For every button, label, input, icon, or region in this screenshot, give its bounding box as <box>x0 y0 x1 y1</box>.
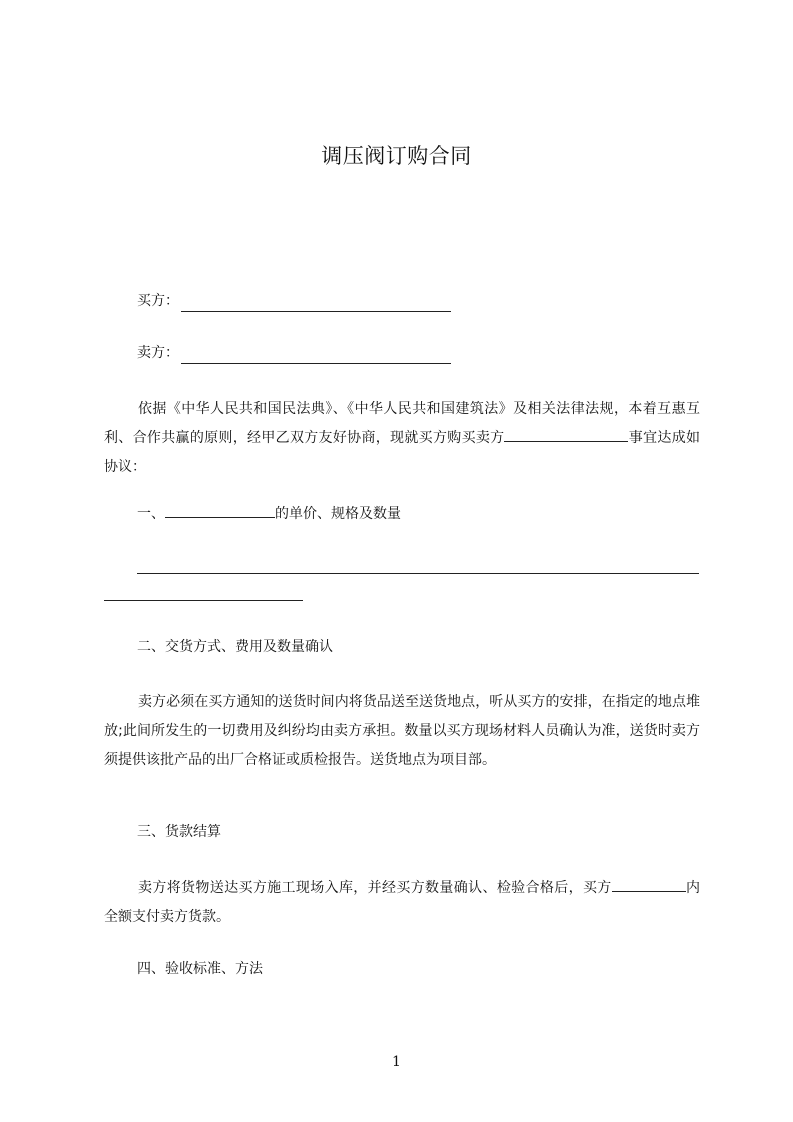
document-title: 调压阀订购合同 <box>321 144 472 168</box>
price-table-blank-line <box>137 573 699 574</box>
intro-paragraph <box>104 395 700 482</box>
buyer-label: 买方： <box>137 293 179 309</box>
section3-text-part1: 卖方将货物送达买方施工现场入库，并经买方数量确认、检验合格后，买方 <box>138 880 612 896</box>
section2-heading: 二、交货方式、费用及数量确认 <box>137 639 333 655</box>
payment-term-blank-line-cont <box>644 877 686 892</box>
section3-heading: 三、货款结算 <box>137 824 221 840</box>
product-blank-line <box>504 427 580 442</box>
seller-blank-line <box>181 347 451 364</box>
section3-body <box>104 874 700 932</box>
section3-text-part2: 内全额支付卖方货款。 <box>104 880 701 925</box>
buyer-blank-line <box>181 295 451 312</box>
page-number: 1 <box>392 1054 401 1070</box>
price-table-blank-line-cont <box>104 600 303 601</box>
seller-field <box>137 342 451 364</box>
payment-term-blank-line <box>612 877 644 892</box>
section2-body: 卖方必须在买方通知的送货时间内将货品送至送货地点，听从买方的安排，在指定的地点堆放;此间所发生的一切费用及纠纷均由卖方承担。数量以买方现场材料人员确认为准，送货时卖方须提供该批产品的出厂合格证或质检报告。送货地点为项目部。 <box>104 694 700 768</box>
section4-heading: 四、验收标准、方法 <box>137 961 263 977</box>
section1-heading: 一、 的单价、规格及数量 <box>137 503 401 525</box>
product-blank-line-cont <box>580 427 628 442</box>
buyer-field <box>137 290 451 312</box>
intro-text-part2: 事宜达成如协议： <box>104 430 700 475</box>
section1-blank-line <box>165 503 275 518</box>
seller-label: 卖方： <box>137 345 179 361</box>
intro-text-part1: 依据《中华人民共和国民法典》、《中华人民共和国建筑法》及相关法律法规，本着互惠互利、合作共赢的原则，经甲乙双方友好协商，现就买方购买卖方 <box>104 401 700 446</box>
